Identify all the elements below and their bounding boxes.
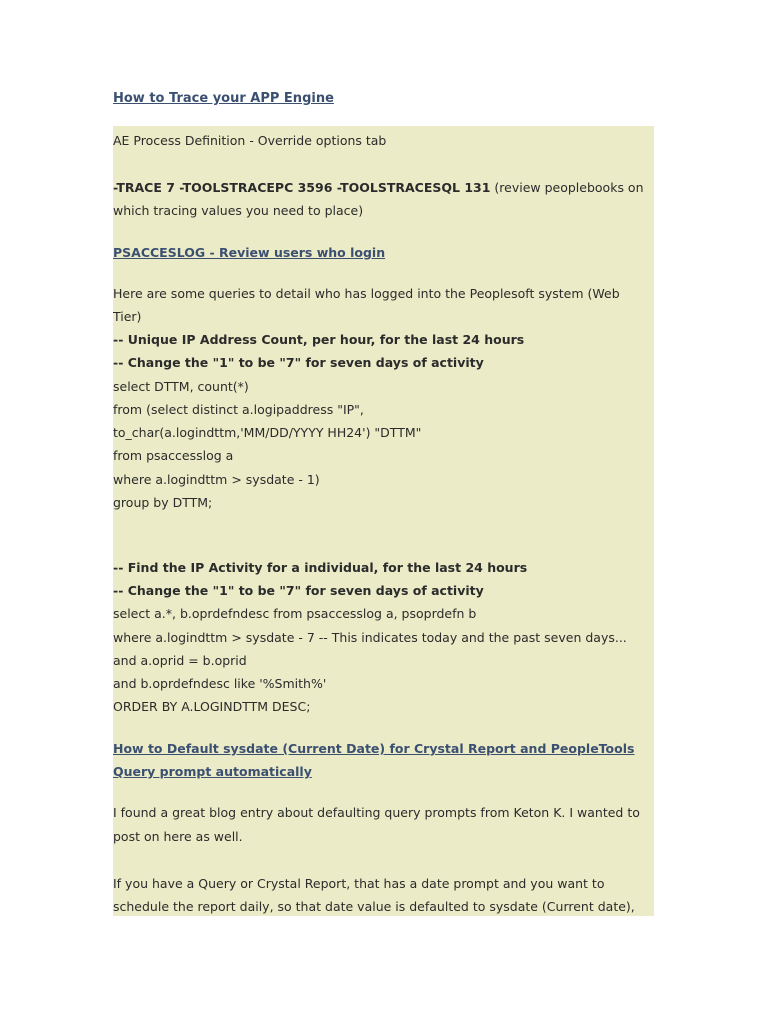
ae-process-line: AE Process Definition - Override options tab	[113, 133, 387, 148]
query1-comment-2: -- Change the "1" to be "7" for seven days of activity	[113, 355, 484, 370]
trace-note-continued: which tracing values you need to place)	[113, 203, 364, 218]
query1-line-3: to_char(a.logindttm,'MM/DD/YYYY HH24') "DTTM"	[113, 425, 422, 440]
query2-line-1: select a.*, b.oprdefndesc from psaccesslog a, psoprdefn b	[113, 606, 477, 621]
query1-line-1: select DTTM, count(*)	[113, 379, 249, 394]
query1-comment-1: -- Unique IP Address Count, per hour, for the last 24 hours	[113, 332, 525, 347]
query1-line-2: from (select distinct a.logipaddress "IP",	[113, 402, 364, 417]
title-link[interactable]: How to Trace your APP Engine	[113, 91, 334, 106]
query2-line-3: and a.oprid = b.oprid	[113, 653, 247, 668]
blog-line-2: post on here as well.	[113, 829, 243, 844]
query2-line-2: where a.logindttm > sysdate - 7 -- This indicates today and the past seven days...	[113, 630, 627, 645]
intro-line-1: Here are some queries to detail who has logged into the Peoplesoft system (Web	[113, 286, 620, 301]
blog-line-1: I found a great blog entry about defaulting query prompts from Keton K. I wanted to	[113, 805, 640, 820]
sysdate-heading-link-line-2[interactable]: Query prompt automatically	[113, 764, 312, 779]
intro-line-2: Tier)	[113, 309, 142, 324]
trace-command: -TRACE 7 -TOOLSTRACEPC 3596 -TOOLSTRACESQL 131	[113, 180, 491, 195]
query2-line-4: and b.oprdefndesc like '%Smith%'	[113, 676, 327, 691]
query2-comment-2: -- Change the "1" to be "7" for seven days of activity	[113, 583, 484, 598]
sysdate-heading-link-line-1[interactable]: How to Default sysdate (Current Date) for Crystal Report and PeopleTools	[113, 741, 635, 756]
trace-note: (review peoplebooks on	[490, 180, 644, 195]
trace-command-line	[113, 180, 644, 196]
query1-line-4: from psaccesslog a	[113, 448, 234, 463]
crystal-line-2: schedule the report daily, so that date value is defaulted to sysdate (Current date),	[113, 899, 635, 914]
query1-line-5: where a.logindttm > sysdate - 1)	[113, 472, 320, 487]
query2-line-5: ORDER BY A.LOGINDTTM DESC;	[113, 699, 311, 714]
psacceslog-heading-link[interactable]: PSACCESLOG - Review users who login	[113, 245, 386, 260]
query1-line-6: group by DTTM;	[113, 495, 213, 510]
query2-comment-1: -- Find the IP Activity for a individual, for the last 24 hours	[113, 560, 528, 575]
crystal-line-1: If you have a Query or Crystal Report, that has a date prompt and you want to	[113, 876, 605, 891]
